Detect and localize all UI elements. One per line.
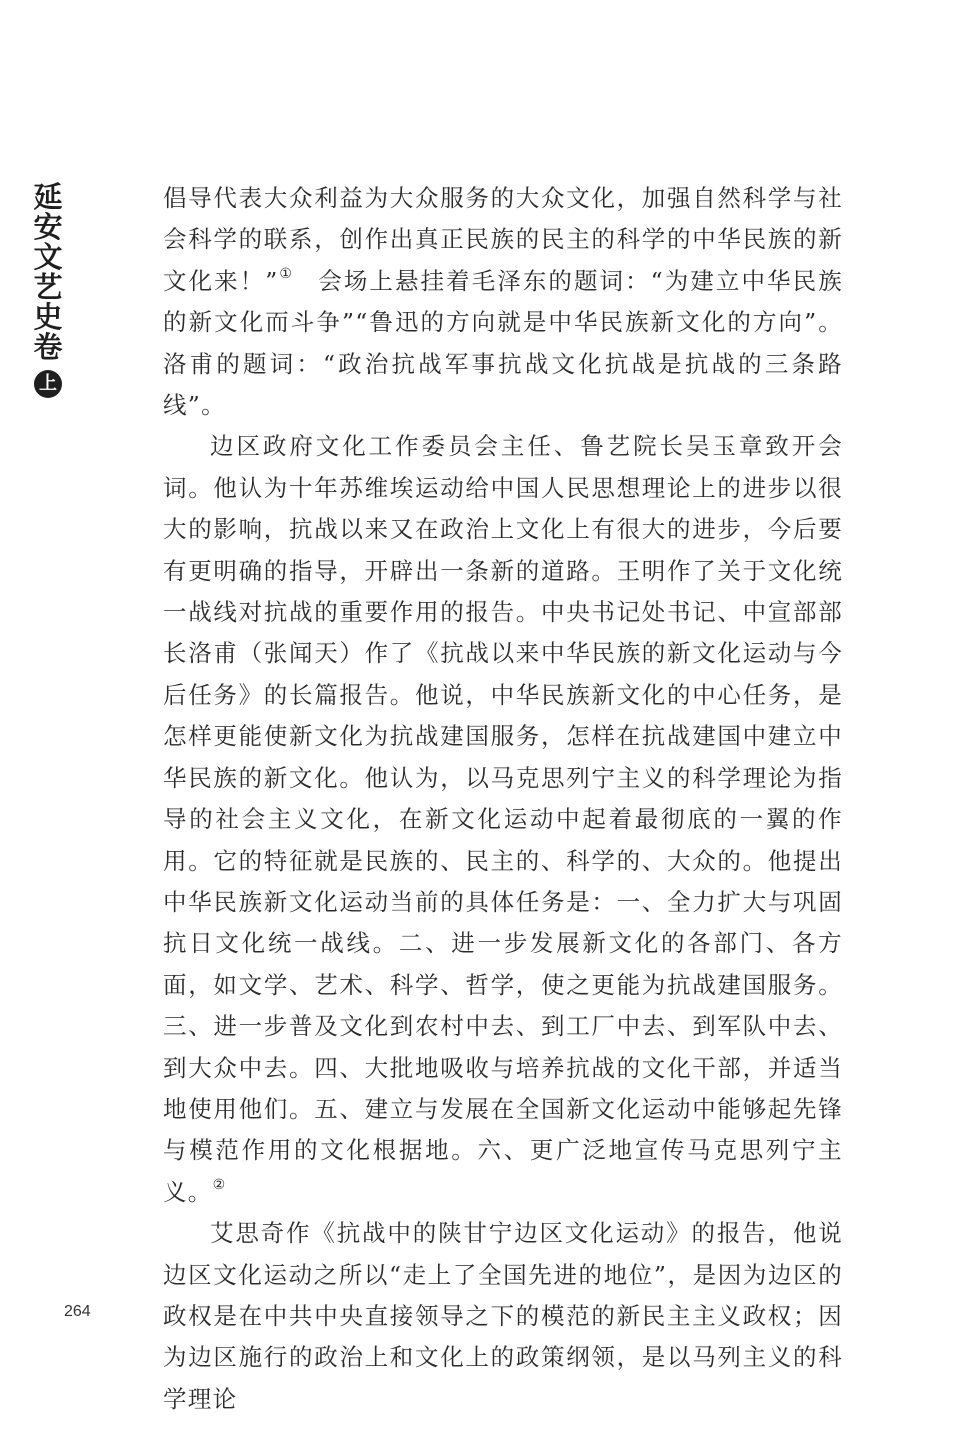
paragraph-3 <box>163 1213 843 1420</box>
running-title-char: 史 <box>33 300 63 334</box>
footnote-marker-1[interactable]: ① <box>278 265 293 282</box>
body-text <box>163 178 843 1420</box>
paragraph-2 <box>163 426 843 1213</box>
volume-badge: 上 <box>34 370 62 398</box>
page-number: 264 <box>64 1303 91 1320</box>
paragraph-1 <box>163 178 843 426</box>
footnote-marker-2[interactable]: ② <box>212 1176 226 1193</box>
text-run: 边区政府文化工作委员会主任、鲁艺院长吴玉章致开会词。他认为十年苏维埃运动给中国人民思想理论上的进步以很大的影响，抗战以来又在政治上文化上有很大的进步，今后要有更明确的指导，开辟出一条新的道路。王明作了关于文化统一战线对抗战的重要作用的报告。中央书记处书记、中宣部部长洛甫（张闻天）作了《抗战以来中华民族的新文化运动与今后任务》的长篇报告。他说，中华民族新文化的中心任务，是怎样更能使新文化为抗战建国服务，怎样在抗战建国中建立中华民族的新文化。他认为，以马克思列宁主义的科学理论为指导的社会主义文化，在新文化运动中起着最彻底的一翼的作用。它的特征就是民族的、民主的、科学的、大众的。他提出中华民族新文化运动当前的具体任务是：一、全力扩大与巩固抗日文化统一战线。二、进一步发展新文化的各部门、各方面，如文学、艺术、科学、哲学，使之更能为抗战建国服务。三、进一步普及文化到农村中去、到工厂中去、到军队中去、到大众中去。四、大批地吸收与培养抗战的文化干部，并适当地使用他们。五、建立与发展在全国新文化运动中能够起先锋与模范作用的文化根据地。六、更广泛地宣传马克思列宁主义。 <box>163 432 843 1206</box>
text-run: 艾思奇作《抗战中的陕甘宁边区文化运动》的报告，他说边区文化运动之所以“走上了全国先进的地位”，是因为边区的政权是在中共中央直接领导之下的模范的新民主主义政权；因为边区施行的政治上和文化上的政策纲领，是以马列主义的科学理论 <box>163 1219 843 1413</box>
running-title-char: 卷 <box>33 330 63 364</box>
running-title-char: 艺 <box>33 270 63 304</box>
text-run: 倡导代表大众利益为大众服务的大众文化，加强自然科学与社会科学的联系，创作出真正民族的民主的科学的中华民族的新文化来！” <box>163 184 843 295</box>
running-title <box>28 182 68 398</box>
text-run: 会场上悬挂着毛泽东的题词：“为建立中华民族的新文化而斗争”“鲁迅的方向就是中华民族新文化的方向”。洛甫的题词：“政治抗战军事抗战文化抗战是抗战的三条路线”。 <box>163 266 843 420</box>
running-title-char: 安 <box>33 210 63 244</box>
running-title-char: 文 <box>33 240 63 274</box>
running-title-char: 延 <box>33 180 63 214</box>
